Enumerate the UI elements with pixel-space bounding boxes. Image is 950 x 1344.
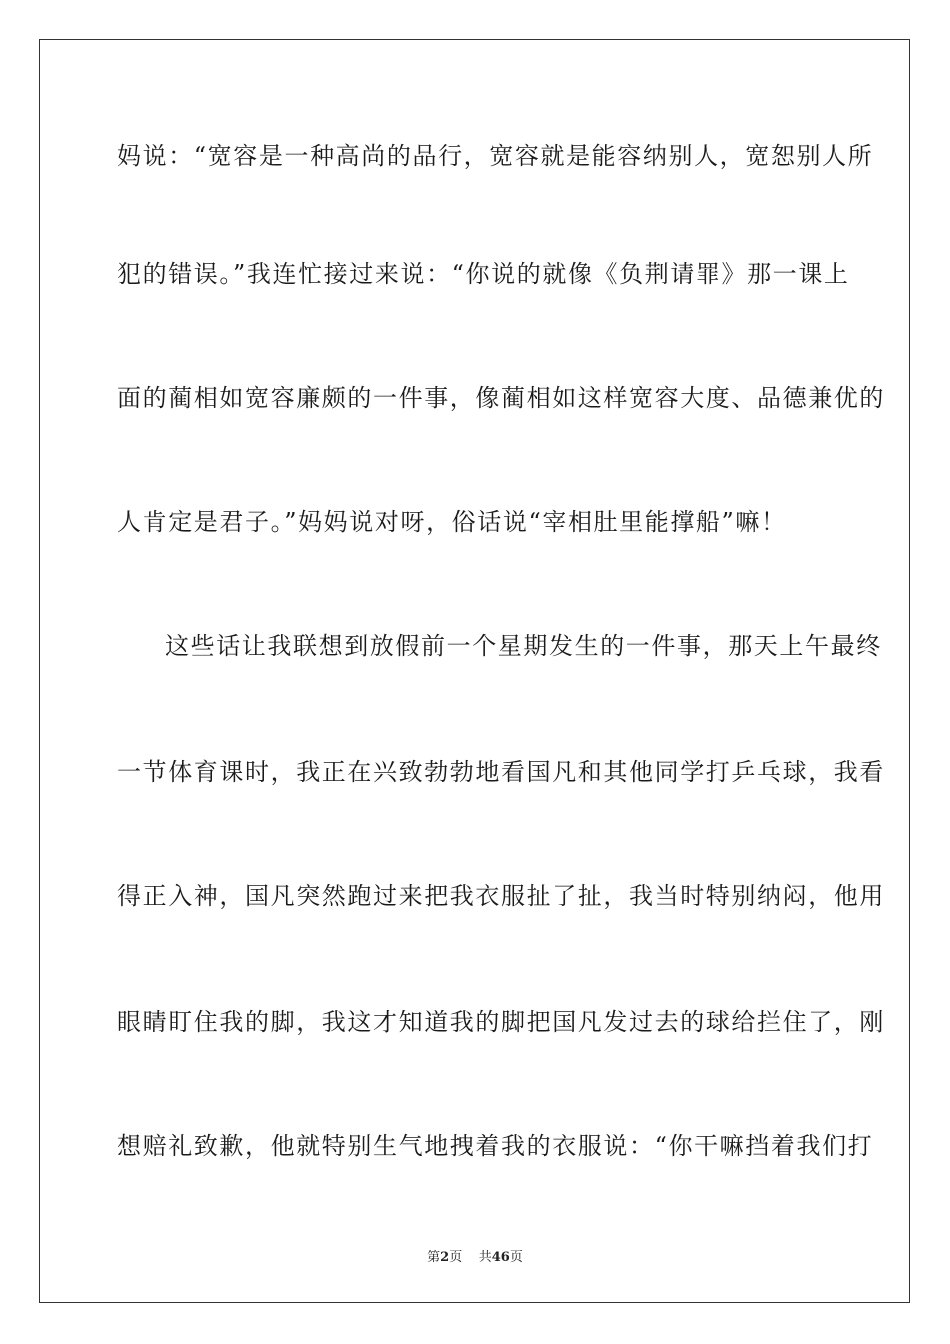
body-text-line: 眼睛盯住我的脚，我这才知道我的脚把国凡发过去的球给拦住了，刚 xyxy=(117,1008,885,1036)
total-pages: 46 xyxy=(491,1250,510,1265)
body-text-line: 犯的错误。”我连忙接过来说：“你说的就像《负荆请罪》那一课上 xyxy=(117,260,850,288)
body-text-line: 得正入神，国凡突然跑过来把我衣服扯了扯，我当时特别纳闷，他用 xyxy=(117,882,885,910)
body-text-line: 一节体育课时，我正在兴致勃勃地看国凡和其他同学打乒乓球，我看 xyxy=(117,758,885,786)
page-number: 2 xyxy=(440,1250,450,1265)
page-footer xyxy=(0,1250,950,1266)
body-text-line: 妈说：“宽容是一种高尚的品行，宽容就是能容纳别人，宽恕别人所 xyxy=(117,142,874,170)
page-prefix: 第 xyxy=(427,1250,441,1265)
body-text-line: 想赔礼致歉，他就特别生气地拽着我的衣服说：“你干嘛挡着我们打 xyxy=(117,1132,874,1160)
page-border xyxy=(39,39,910,1303)
body-text-line: 面的蔺相如宽容廉颇的一件事，像蔺相如这样宽容大度、品德兼优的 xyxy=(117,384,885,412)
total-prefix: 共 xyxy=(478,1250,492,1265)
paragraph-first-line: 这些话让我联想到放假前一个星期发生的一件事，那天上午最终 xyxy=(165,632,882,660)
body-text-line: 人肯定是君子。”妈妈说对呀，俗话说“宰相肚里能撑船”嘛！ xyxy=(117,508,787,536)
page-suffix: 页 xyxy=(449,1250,463,1265)
total-suffix: 页 xyxy=(509,1250,523,1265)
